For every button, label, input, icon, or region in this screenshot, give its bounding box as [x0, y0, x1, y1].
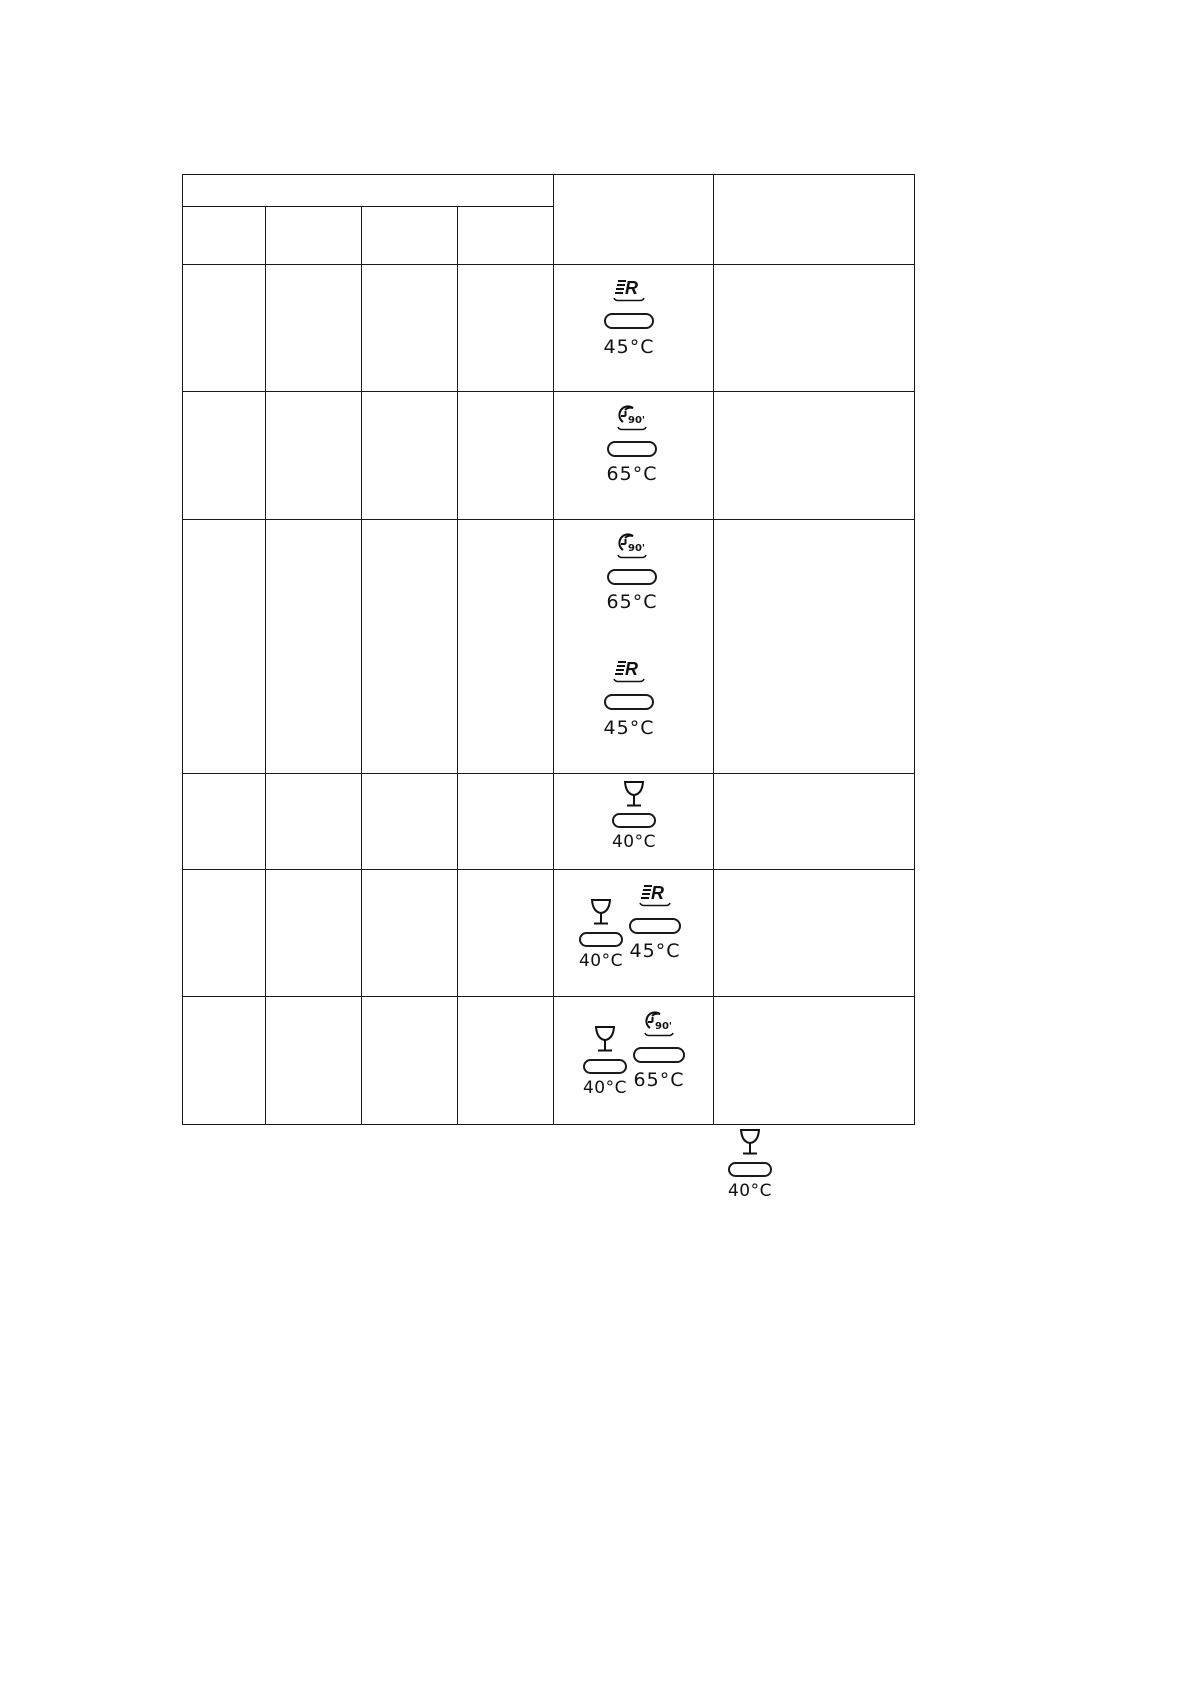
- clock-90-icon: [612, 532, 652, 560]
- rinse-icon: [612, 658, 646, 684]
- option-glass: [604, 780, 664, 851]
- rinse-icon: [612, 277, 646, 303]
- temperature-label: 40°C: [582, 1078, 627, 1098]
- row-line: [182, 391, 915, 392]
- glass-icon: [588, 898, 614, 926]
- column-line: [265, 206, 266, 1125]
- option-rinse: [599, 277, 659, 357]
- table-border-right: [914, 174, 915, 1125]
- clock-90-icon: [639, 1010, 679, 1038]
- option-button[interactable]: [583, 1059, 627, 1074]
- temperature-label: 45°C: [629, 940, 681, 962]
- glass-icon: [621, 780, 647, 808]
- temperature-label: 40°C: [578, 951, 623, 971]
- option-glass: [579, 1025, 631, 1097]
- option-90-minute: [602, 532, 662, 612]
- glass-icon: [737, 1128, 763, 1156]
- option-button[interactable]: [612, 813, 656, 828]
- option-rinse: [599, 658, 659, 738]
- header-subrow-line: [182, 206, 554, 207]
- option-90-minute: [630, 1010, 688, 1090]
- rinse-icon: [638, 882, 672, 908]
- option-button[interactable]: [579, 932, 623, 947]
- row-line: [182, 519, 915, 520]
- footnote-glass-option: [724, 1128, 776, 1200]
- option-glass: [575, 898, 627, 970]
- temperature-label: 45°C: [603, 717, 655, 739]
- temperature-label: 65°C: [606, 463, 658, 485]
- option-button[interactable]: [633, 1047, 685, 1063]
- option-button[interactable]: [728, 1162, 772, 1177]
- column-line: [713, 174, 714, 1125]
- column-line: [457, 206, 458, 1125]
- table-border-left: [182, 174, 183, 1125]
- option-button[interactable]: [607, 441, 657, 457]
- column-line: [361, 206, 362, 1125]
- row-line: [182, 869, 915, 870]
- option-button[interactable]: [604, 694, 654, 710]
- option-button[interactable]: [629, 918, 681, 934]
- column-line: [553, 174, 554, 1125]
- clock-90-icon: [612, 404, 652, 432]
- temperature-label: 65°C: [633, 1069, 685, 1091]
- table-border-bottom: [182, 1124, 915, 1125]
- glass-icon: [592, 1025, 618, 1053]
- temperature-label: 45°C: [603, 336, 655, 358]
- option-button[interactable]: [607, 569, 657, 585]
- row-line: [182, 996, 915, 997]
- temperature-label: 40°C: [611, 832, 656, 852]
- temperature-label: 65°C: [606, 591, 658, 613]
- row-line: [182, 773, 915, 774]
- table-border-top: [182, 174, 915, 175]
- row-line: [182, 264, 915, 265]
- option-90-minute: [602, 404, 662, 484]
- temperature-label: 40°C: [727, 1181, 772, 1201]
- option-rinse: [626, 882, 684, 961]
- option-button[interactable]: [604, 313, 654, 329]
